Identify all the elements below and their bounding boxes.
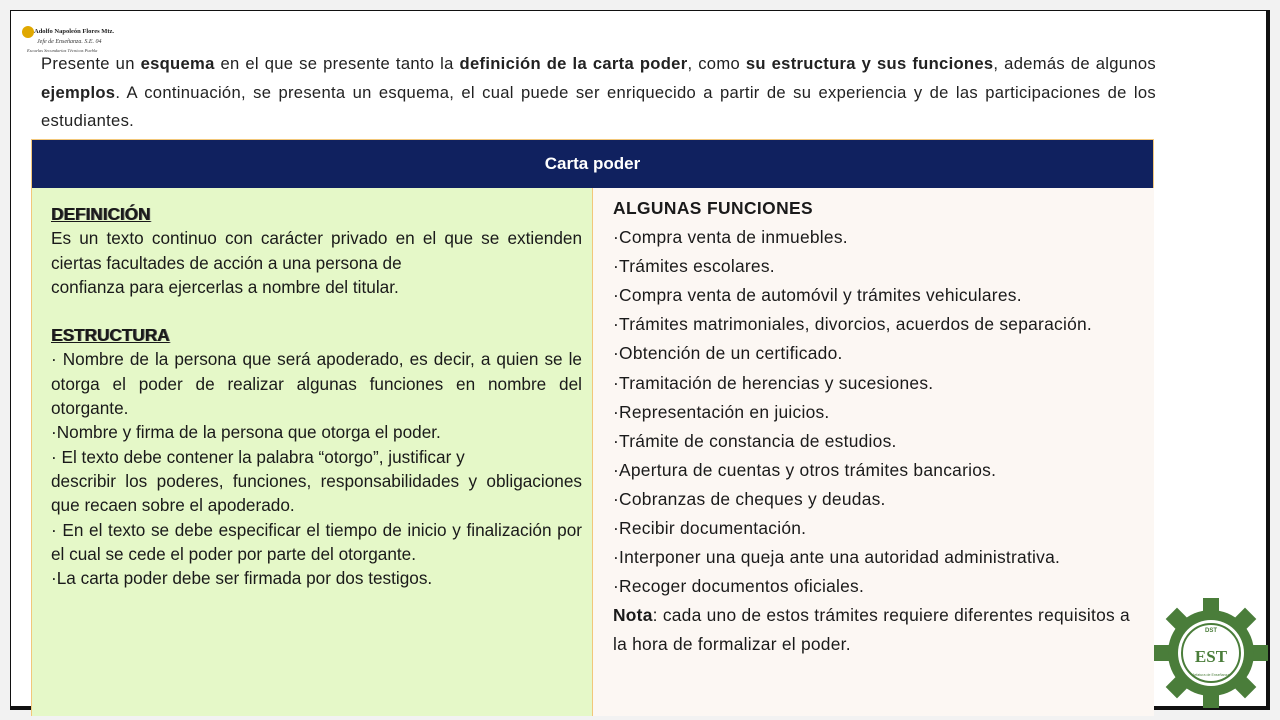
note-text: : cada uno de estos trámites requiere diferentes requisitos a la hora de formalizar el poder. — [613, 605, 1130, 655]
emblem-top-text: DST — [1205, 628, 1217, 634]
intro-bold-esquema: esquema — [140, 54, 215, 73]
function-item: ·Tramitación de herencias y sucesiones. — [613, 372, 934, 393]
structure-line-5: · En el texto se debe especificar el tiempo de inicio y finalización por el cual se cede el poder por parte del otorgante. — [51, 519, 582, 564]
structure-line-1: · Nombre de la persona que será apoderado, es decir, a quien se le otorga el poder de realizar algunas funciones en nombre del otorgante. — [51, 349, 582, 419]
carta-poder-table — [31, 139, 1154, 716]
definition-line-2: confianza para ejercerlas a nombre del titular. — [51, 276, 399, 297]
intro-bold-ejemplos: ejemplos — [41, 82, 116, 102]
definition-line-1: Es un texto continuo con carácter privado en el que se extienden ciertas facultades de acción a una persona de — [51, 228, 582, 273]
structure-line-4: describir los poderes, funciones, responsabilidades y obligaciones que recaen sobre el apoderado. — [51, 470, 582, 516]
structure-line-3: · El texto debe contener la palabra “otorgo”, justificar y — [51, 446, 465, 467]
structure-line-6: ·La carta poder debe ser firmada por dos testigos. — [51, 568, 433, 589]
function-item: ·Representación en juicios. — [613, 401, 830, 422]
intro-text-4: , además de algunos — [993, 54, 1156, 73]
note-label: Nota — [613, 605, 653, 626]
right-column — [593, 188, 1154, 716]
function-item: ·Recoger documentos oficiales. — [613, 576, 865, 597]
function-item: ·Compra venta de inmuebles. — [613, 227, 848, 248]
definition-heading: DEFINICIÓN — [51, 204, 151, 224]
intro-bold-estructura: su estructura y sus funciones — [745, 54, 994, 73]
function-item: ·Interponer una queja ante una autoridad administrativa. — [613, 547, 1061, 568]
emblem-middle-text: EST — [1194, 647, 1228, 666]
structure-line-2: ·Nombre y firma de la persona que otorga el poder. — [51, 422, 441, 443]
functions-note — [613, 601, 1136, 659]
function-item: ·Trámite de constancia de estudios. — [613, 430, 897, 451]
intro-text-1: Presente un — [41, 54, 141, 73]
function-item: ·Trámites matrimoniales, divorcios, acuerdos de separación. — [613, 314, 1093, 335]
jefatura-gear-emblem — [1152, 596, 1270, 710]
intro-text-3: , como — [687, 54, 746, 73]
function-item: ·Obtención de un certificado. — [613, 343, 843, 364]
left-column — [32, 188, 593, 716]
intro-text-2: en el que se presente tanto la — [214, 54, 460, 73]
intro-bold-definicion: definición de la carta poder — [459, 54, 688, 73]
gear-icon — [1152, 596, 1270, 710]
function-item: ·Compra venta de automóvil y trámites vehiculares. — [613, 285, 1022, 306]
logo-title: Adolfo Napoleón Flores Mtz. — [34, 28, 115, 35]
structure-heading: ESTRUCTURA — [51, 325, 170, 346]
emblem-bottom-text: Jefatura de Enseñanza — [1192, 673, 1230, 677]
table-title: Carta poder — [32, 140, 1153, 188]
slide — [10, 10, 1270, 710]
function-item: ·Recibir documentación. — [613, 518, 807, 539]
logo-footer: Escuelas Secundarias Técnicas Puebla — [27, 48, 98, 53]
function-item: ·Trámites escolares. — [613, 256, 775, 277]
intro-paragraph — [41, 50, 1156, 136]
logo-subtitle: Jefe de Enseñanza. S.E. 04 — [37, 39, 102, 45]
intro-text-5: . A continuación, se presenta un esquema, el cual puede ser enriquecido a partir de su experiencia y de las participaciones de los estudiantes. — [41, 82, 1156, 131]
functions-heading: ALGUNAS FUNCIONES — [613, 198, 814, 218]
function-item: ·Apertura de cuentas y otros trámites bancarios. — [613, 459, 997, 480]
logo-emblem-icon — [22, 26, 34, 38]
function-item: ·Cobranzas de cheques y deudas. — [613, 488, 886, 509]
